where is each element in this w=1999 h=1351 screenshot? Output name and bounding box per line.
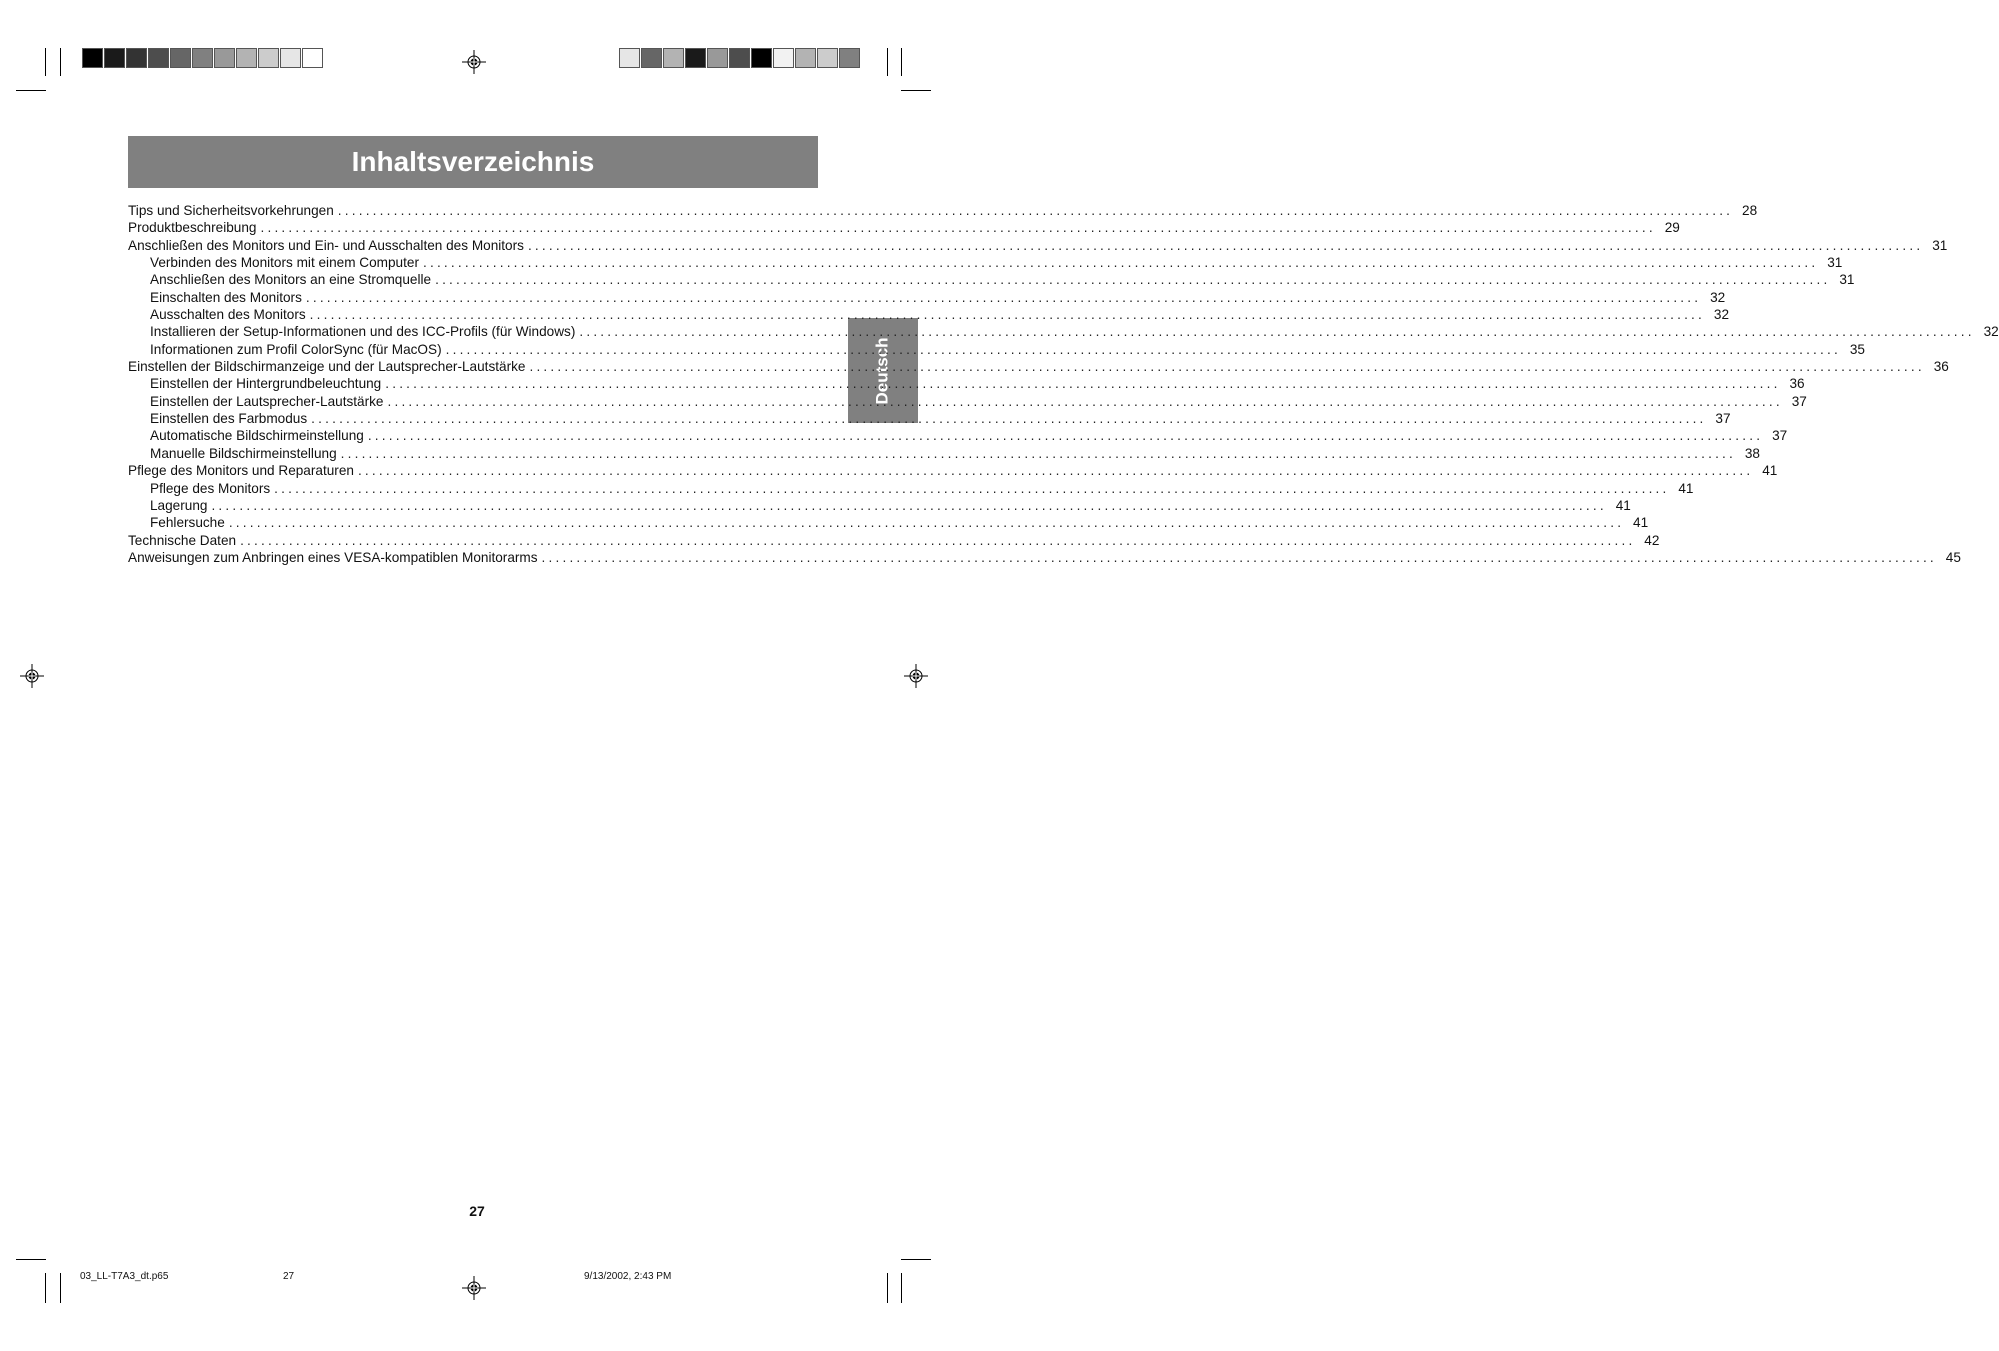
- toc-entry-title: Technische Daten: [128, 532, 237, 548]
- color-swatch: [214, 48, 235, 68]
- color-swatch: [685, 48, 706, 68]
- color-swatch: [170, 48, 191, 68]
- color-swatch: [148, 48, 169, 68]
- crop-mark: [60, 1273, 61, 1303]
- color-swatch: [236, 48, 257, 68]
- color-swatch: [619, 48, 640, 68]
- toc-entry-page: 32: [1710, 289, 1726, 305]
- toc-entry: [128, 271, 1855, 288]
- crop-mark: [887, 1273, 888, 1303]
- color-swatch: [258, 48, 279, 68]
- toc-entry: [128, 497, 1631, 514]
- color-swatch: [839, 48, 860, 68]
- toc-entry: [128, 254, 1843, 271]
- toc-entry-title: Anweisungen zum Anbringen eines VESA-kompatiblen Monitorarms: [128, 549, 538, 565]
- color-swatch: [795, 48, 816, 68]
- toc-entry-title: Verbinden des Monitors mit einem Computer: [150, 255, 419, 271]
- toc-entry: [128, 549, 1961, 566]
- crop-mark: [60, 48, 61, 76]
- toc-entry-title: Anschließen des Monitors an eine Stromquelle: [150, 272, 432, 288]
- crop-mark: [45, 1273, 46, 1303]
- crop-mark: [16, 1259, 46, 1260]
- toc-entry-title: Installieren der Setup-Informationen und des ICC-Profils (für Windows): [150, 324, 576, 340]
- color-swatch: [729, 48, 750, 68]
- toc-leader-dots: ........................................................................................................................................................................................................: [387, 393, 1783, 409]
- toc-entry-title: Pflege des Monitors und Reparaturen: [128, 463, 354, 479]
- toc-entry-title: Ausschalten des Monitors: [150, 307, 306, 323]
- toc-entry-page: 37: [1715, 411, 1731, 427]
- toc-entry-page: 29: [1664, 220, 1680, 236]
- color-swatch: [641, 48, 662, 68]
- toc-entry: [128, 410, 1731, 427]
- color-swatch: [817, 48, 838, 68]
- color-swatch: [82, 48, 103, 68]
- crop-mark: [887, 48, 888, 76]
- registration-mark-icon: [904, 664, 928, 688]
- toc-entry: [128, 427, 1788, 444]
- toc-entry-title: Manuelle Bildschirmeinstellung: [150, 445, 337, 461]
- toc-entry: [128, 532, 1660, 549]
- toc-entry-page: 41: [1678, 480, 1694, 496]
- footer-page: 27: [283, 1271, 295, 1282]
- crop-mark: [901, 1273, 902, 1303]
- color-swatch: [773, 48, 794, 68]
- page-number: 27: [469, 1203, 485, 1219]
- toc-entry-title: Automatische Bildschirmeinstellung: [150, 428, 364, 444]
- registration-mark-icon: [462, 1276, 486, 1300]
- color-swatch: [302, 48, 323, 68]
- toc-entry-page: 35: [1849, 341, 1865, 357]
- toc-entry: [128, 202, 1758, 219]
- color-swatch: [126, 48, 147, 68]
- toc-entry-page: 28: [1742, 203, 1758, 218]
- toc-entry-title: Lagerung: [150, 497, 208, 513]
- crop-mark: [16, 90, 46, 91]
- toc-leader-dots: ........................................................................................................................................................................................................: [305, 289, 1702, 305]
- toc-leader-dots: ........................................................................................................................................................................................................: [529, 359, 1925, 375]
- toc-entry-title: Tips und Sicherheitsvorkehrungen: [128, 203, 334, 218]
- toc-entry-title: Informationen zum Profil ColorSync (für MacOS): [150, 341, 442, 357]
- toc-leader-dots: ........................................................................................................................................................................................................: [340, 445, 1736, 461]
- toc-leader-dots: ........................................................................................................................................................................................................: [435, 272, 1831, 288]
- footer-timestamp: 9/13/2002, 2:43 PM: [584, 1271, 672, 1282]
- toc-entry-page: 31: [1932, 237, 1948, 253]
- toc-entry: [128, 306, 1730, 323]
- toc-entry-title: Einstellen des Farbmodus: [150, 411, 308, 427]
- toc-entry-page: 41: [1762, 463, 1778, 479]
- toc-entry-page: 41: [1633, 515, 1649, 531]
- toc-entry-title: Produktbeschreibung: [128, 220, 257, 236]
- toc-leader-dots: ........................................................................................................................................................................................................: [445, 341, 1841, 357]
- toc-entry-page: 41: [1615, 497, 1631, 513]
- toc-leader-dots: ........................................................................................................................................................................................................: [274, 480, 1670, 496]
- footer-filename: 03_LL-T7A3_dt.p65: [80, 1271, 169, 1282]
- toc-leader-dots: ........................................................................................................................................................................................................: [309, 307, 1706, 323]
- crop-mark: [901, 1259, 931, 1260]
- toc-entry: [128, 445, 1760, 462]
- toc-entry-title: Einstellen der Bildschirmanzeige und der Lautsprecher-Lautstärke: [128, 359, 526, 375]
- page-title: Inhaltsverzeichnis: [351, 146, 595, 177]
- toc-entry-title: Einstellen der Lautsprecher-Lautstärke: [150, 393, 384, 409]
- toc-entry-page: 38: [1744, 445, 1760, 461]
- toc-entry: [128, 358, 1949, 375]
- toc-entry: [128, 219, 1680, 236]
- toc-leader-dots: ........................................................................................................................................................................................................: [357, 463, 1754, 479]
- toc-leader-dots: ........................................................................................................................................................................................................: [211, 497, 1607, 513]
- crop-mark: [45, 48, 46, 76]
- toc-leader-dots: ........................................................................................................................................................................................................: [311, 411, 1707, 427]
- toc-entry-page: 37: [1791, 393, 1807, 409]
- color-swatch: [280, 48, 301, 68]
- language-tab-label: Deutsch: [872, 336, 892, 405]
- toc-entry-page: 31: [1839, 272, 1855, 288]
- toc-leader-dots: ........................................................................................................................................................................................................: [228, 515, 1625, 531]
- color-swatch: [751, 48, 772, 68]
- toc-entry: [128, 375, 1805, 392]
- toc-leader-dots: ........................................................................................................................................................................................................: [541, 549, 1937, 565]
- toc-entry-title: Einstellen der Hintergrundbeleuchtung: [150, 376, 382, 392]
- toc-leader-dots: ........................................................................................................................................................................................................: [240, 532, 1636, 548]
- color-swatch: [104, 48, 125, 68]
- toc-entry-title: Einschalten des Monitors: [150, 289, 302, 305]
- registration-mark-icon: [20, 664, 44, 688]
- title-banner: [128, 136, 818, 188]
- toc-entry: [128, 514, 1649, 531]
- toc-entry-page: 31: [1827, 255, 1843, 271]
- toc-entry-page: 36: [1933, 359, 1949, 375]
- toc-entry-title: Anschließen des Monitors und Ein- und Ausschalten des Monitors: [128, 237, 524, 253]
- toc-entry: [128, 341, 1865, 358]
- toc-entry-page: 36: [1789, 376, 1805, 392]
- color-swatch: [707, 48, 728, 68]
- color-swatch: [192, 48, 213, 68]
- toc-entry: [128, 480, 1694, 497]
- toc-entry-page: 32: [1983, 324, 1999, 340]
- registration-mark-icon: [462, 50, 486, 74]
- toc-entry: [128, 393, 1807, 410]
- color-swatch: [663, 48, 684, 68]
- toc-leader-dots: ........................................................................................................................................................................................................: [367, 428, 1764, 444]
- toc-leader-dots: ........................................................................................................................................................................................................: [385, 376, 1781, 392]
- toc-entry-title: Fehlersuche: [150, 515, 225, 531]
- toc-leader-dots: ........................................................................................................................................................................................................: [260, 220, 1656, 236]
- toc-entry: [128, 237, 1948, 254]
- toc-entry: [128, 462, 1778, 479]
- toc-entry-page: 42: [1644, 532, 1660, 548]
- toc-leader-dots: ........................................................................................................................................................................................................: [527, 237, 1924, 253]
- crop-mark: [901, 90, 931, 91]
- toc-leader-dots: ........................................................................................................................................................................................................: [579, 324, 1975, 340]
- toc-entry-page: 32: [1713, 307, 1730, 323]
- toc-leader-dots: ........................................................................................................................................................................................................: [337, 203, 1734, 218]
- toc-entry-page: 37: [1772, 428, 1788, 444]
- crop-mark: [901, 48, 902, 76]
- toc-entry: [128, 289, 1726, 306]
- toc-entry-page: 45: [1945, 549, 1961, 565]
- toc-leader-dots: ........................................................................................................................................................................................................: [422, 255, 1819, 271]
- toc-entry-title: Pflege des Monitors: [150, 480, 271, 496]
- toc-entry: [128, 323, 1999, 340]
